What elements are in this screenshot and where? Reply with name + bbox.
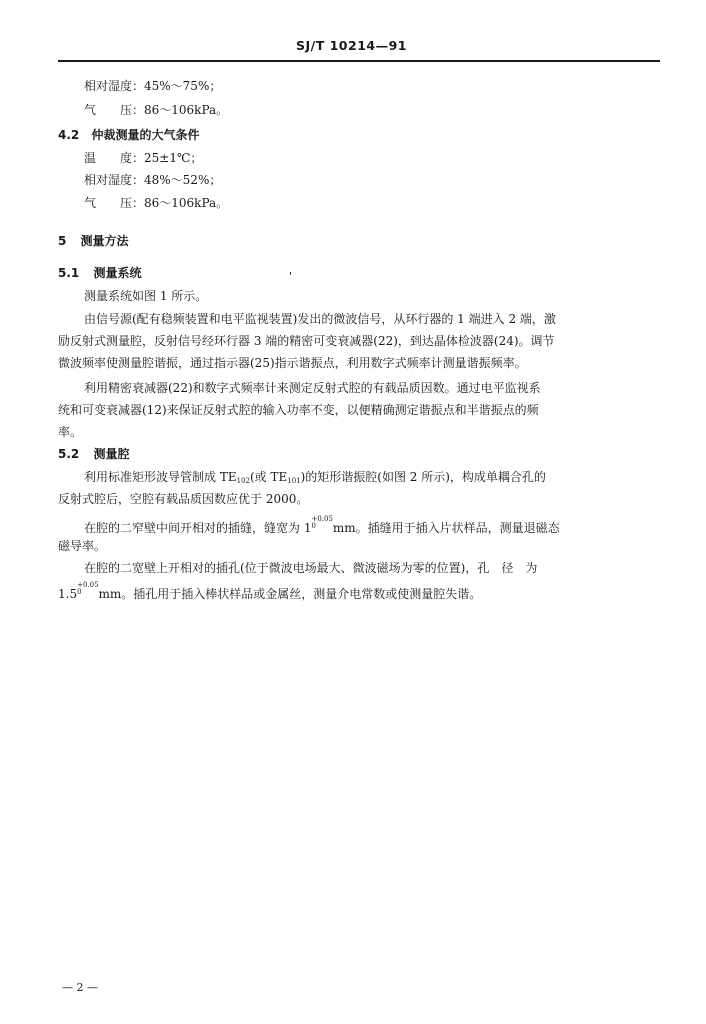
para-5-1-line-1: 由信号源(配有稳频装置和电平监视装置)发出的微波信号，从环行器的 1 端进入 2 端，激 xyxy=(84,312,556,326)
p3-pre-text: 1.5 xyxy=(58,587,78,601)
section-5-2-title: 测量腔 xyxy=(93,447,130,461)
section-5-title: 测量方法 xyxy=(80,234,129,248)
p1-subscript-101: 101 xyxy=(287,477,301,485)
humidity-line-41: 相对湿度：45%～75%； xyxy=(84,79,222,93)
para-5-2-line-2: 反射式腔后，空腔有载品质因数应优于 2000。 xyxy=(58,492,309,506)
page-number: — 2 — xyxy=(62,981,98,994)
para-5-1-line-4: 利用精密衰减器(22)和数字式频率计来测定反射式腔的有载品质因数。通过电平监视系 xyxy=(84,381,541,395)
para-5-2-line-6 xyxy=(58,582,481,602)
para-5-2-line-3 xyxy=(84,516,560,536)
standard-code: SJ/T 10214—91 xyxy=(296,38,407,53)
para-5-2-line-5: 在腔的二宽壁上开相对的插孔(位于微波电场最大、微波磁场为零的位置)，孔 径 为 xyxy=(84,561,538,575)
p3-post-text: mm。插孔用于插入棒状样品或金属丝，测量介电常数或使测量腔失谐。 xyxy=(98,587,482,601)
section-5-1-title: 测量系统 xyxy=(93,266,142,280)
para-5-1-intro: 测量系统如图 1 所示。 xyxy=(84,289,208,303)
section-4-2-number: 4.2 xyxy=(58,128,80,142)
p1-mid-text: (或 TE xyxy=(249,470,288,484)
humidity-line-42: 相对湿度：48%～52%； xyxy=(84,173,222,187)
slot-width-tolerance xyxy=(311,516,332,530)
section-5-number: 5 xyxy=(58,234,67,248)
para-5-1-line-2: 励反射式测量腔，反射信号经环行器 3 端的精密可变衰减器(22)，到达晶体检波器(24)。调节 xyxy=(58,334,555,348)
para-5-2-line-1 xyxy=(84,469,546,489)
tolerance-upper: +0.05 xyxy=(77,581,99,589)
section-5-2-heading xyxy=(58,445,129,462)
section-5-2-number: 5.2 xyxy=(58,447,80,461)
p1-pre-text: 利用标准矩形波导管制成 TE xyxy=(84,470,237,484)
scan-mark xyxy=(290,272,291,275)
p2-post-text: mm。插缝用于插入片状样品，测量退磁态 xyxy=(332,521,560,535)
section-4-2-title: 仲裁测量的大气条件 xyxy=(91,128,200,142)
p1-subscript-102: 102 xyxy=(236,477,250,485)
section-5-1-number: 5.1 xyxy=(58,266,80,280)
pressure-line-41: 气 压：86～106kPa。 xyxy=(84,103,229,117)
p2-pre-text: 在腔的二窄壁中间开相对的插缝，缝宽为 1 xyxy=(84,521,312,535)
section-5-heading xyxy=(58,232,129,249)
p1-post-text: )的矩形谐振腔(如图 2 所示)，构成单耦合孔的 xyxy=(300,470,546,484)
header-rule xyxy=(58,60,660,62)
tolerance-lower: 0 xyxy=(77,588,82,596)
temperature-line-42: 温 度：25±1℃； xyxy=(84,151,203,165)
para-5-2-line-4: 磁导率。 xyxy=(58,539,107,553)
tolerance-lower: 0 xyxy=(311,522,316,530)
para-5-1-line-3: 微波频率使测量腔谐振，通过指示器(25)指示谐振点，利用数字式频率计测量谐振频率。 xyxy=(58,356,527,370)
pressure-line-42: 气 压：86～106kPa。 xyxy=(84,196,229,210)
para-5-1-line-5: 统和可变衰减器(12)来保证反射式腔的输入功率不变，以便精确测定谐振点和半谐振点的频 xyxy=(58,403,539,417)
section-4-2-heading xyxy=(58,126,199,143)
hole-diameter-tolerance xyxy=(77,582,98,596)
para-5-1-line-6: 率。 xyxy=(58,425,83,439)
section-5-1-heading xyxy=(58,264,141,281)
tolerance-upper: +0.05 xyxy=(311,515,333,523)
